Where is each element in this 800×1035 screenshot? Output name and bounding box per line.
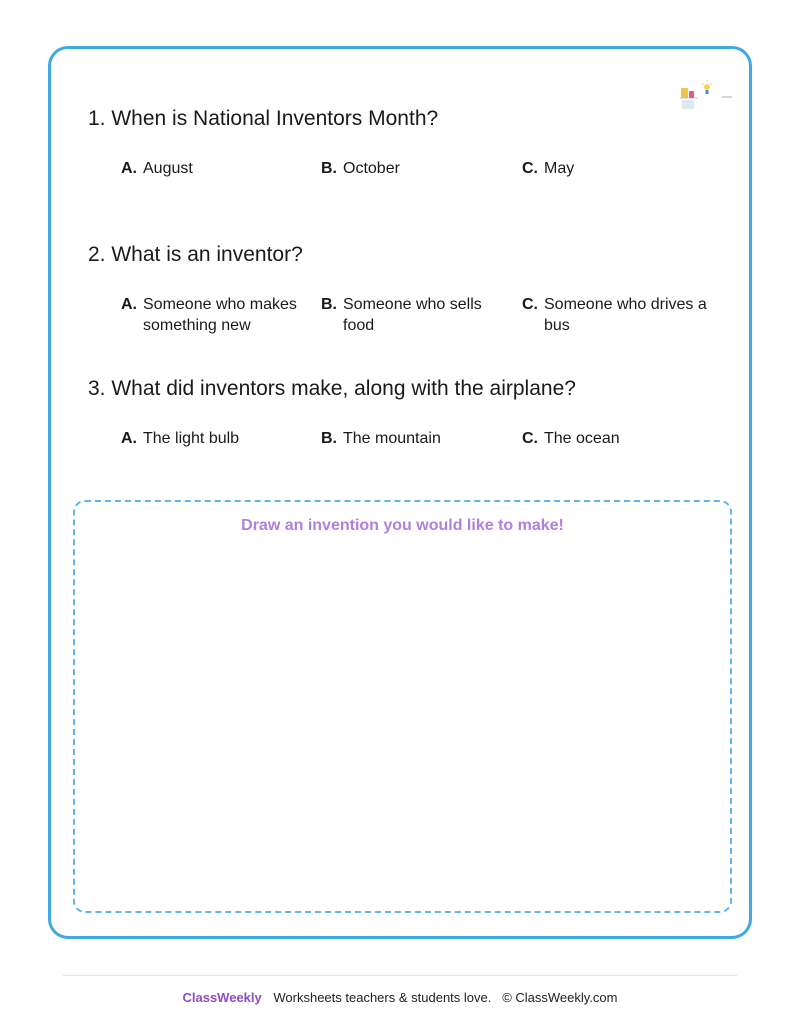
option-text: Someone who sells food	[343, 296, 482, 334]
option-text: May	[544, 160, 575, 177]
option-letter: B.	[321, 160, 337, 177]
option-text: The mountain	[343, 430, 441, 447]
footer-copyright: © ClassWeekly.com	[502, 990, 618, 1005]
option-letter: C.	[522, 430, 538, 447]
drawing-area[interactable]	[73, 500, 732, 913]
option-letter: A.	[121, 160, 137, 177]
option-letter: C.	[522, 296, 538, 313]
option-a[interactable]	[121, 428, 317, 449]
option-letter: A.	[121, 296, 137, 313]
option-letter: A.	[121, 430, 137, 447]
question-text: 3. What did inventors make, along with the airplane?	[88, 377, 576, 400]
option-b[interactable]	[321, 158, 517, 179]
option-b[interactable]	[321, 428, 517, 449]
option-text: The ocean	[544, 430, 620, 447]
option-a[interactable]	[121, 294, 317, 336]
option-text: October	[343, 160, 400, 177]
footer-brand: ClassWeekly	[182, 990, 262, 1005]
footer-divider	[63, 975, 737, 976]
footer	[0, 990, 800, 1005]
answer-options	[88, 294, 728, 342]
question-text: 2. What is an inventor?	[88, 243, 303, 266]
answer-options	[88, 158, 728, 206]
option-text: Someone who drives a bus	[544, 296, 707, 334]
option-text: Someone who makes something new	[143, 296, 297, 334]
question-text: 1. When is National Inventors Month?	[88, 107, 439, 130]
question-1	[88, 106, 728, 206]
option-text: The light bulb	[143, 430, 240, 447]
option-letter: B.	[321, 430, 337, 447]
drawing-prompt: Draw an invention you would like to make!	[241, 517, 564, 534]
question-3	[88, 376, 728, 476]
answer-options	[88, 428, 728, 476]
option-c[interactable]	[522, 428, 718, 449]
option-letter: B.	[321, 296, 337, 313]
option-text: August	[143, 160, 193, 177]
question-2	[88, 242, 728, 342]
option-b[interactable]	[321, 294, 517, 336]
option-a[interactable]	[121, 158, 317, 179]
option-c[interactable]	[522, 294, 718, 336]
option-c[interactable]	[522, 158, 718, 179]
option-letter: C.	[522, 160, 538, 177]
footer-tagline: Worksheets teachers & students love.	[273, 990, 492, 1005]
